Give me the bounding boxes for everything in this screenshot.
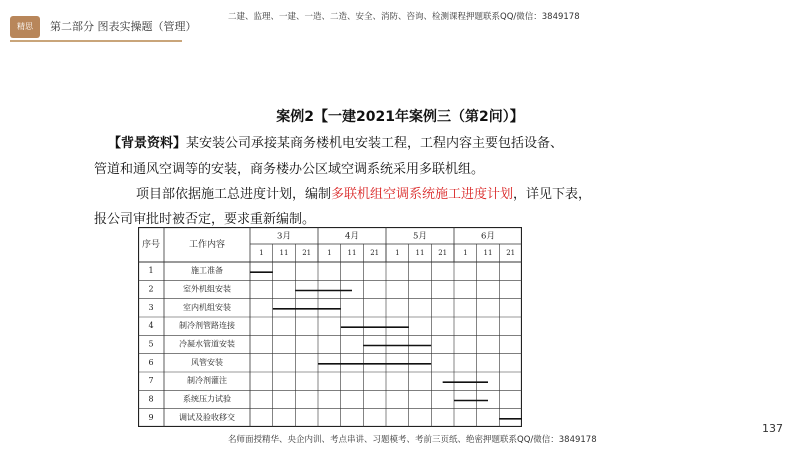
background-line-2: 管道和通风空调等的安装，商务楼办公区域空调系统采用多联机组。 — [94, 162, 485, 177]
day-label: 1 — [327, 249, 332, 257]
background-text-3a: 项目部依据施工总进度计划，编制 — [136, 187, 332, 202]
row-seq: 7 — [148, 376, 154, 386]
month-label: 3月 — [277, 231, 291, 242]
row-seq: 4 — [148, 321, 154, 331]
page-number: 137 — [762, 422, 783, 435]
row-work-name: 系统压力试验 — [183, 394, 231, 404]
day-label: 1 — [463, 249, 468, 257]
background-line-4: 报公司审批时被否定，要求重新编制。 — [94, 212, 316, 227]
day-label: 11 — [279, 249, 289, 257]
row-seq: 9 — [148, 412, 154, 422]
case-title: 案例2【一建2021年案例三（第2问）】 — [276, 109, 524, 125]
background-line-3 — [136, 183, 591, 202]
day-label: 21 — [302, 249, 312, 257]
header-work-content: 工作内容 — [188, 240, 226, 250]
row-seq: 5 — [148, 339, 154, 349]
row-work-name: 调试及验收移交 — [179, 412, 235, 422]
row-seq: 8 — [148, 394, 154, 404]
row-seq: 3 — [148, 302, 154, 312]
row-work-name: 制冷剂灌注 — [187, 376, 227, 386]
day-label: 21 — [438, 249, 448, 257]
row-seq: 1 — [148, 266, 154, 276]
row-work-name: 施工准备 — [191, 266, 223, 276]
row-work-name: 室外机组安装 — [183, 284, 231, 294]
schedule-table — [138, 227, 522, 431]
day-label: 21 — [506, 249, 516, 257]
highlighted-plan-name: 多联机组空调系统施工进度计划 — [331, 187, 514, 202]
row-work-name: 冷凝水管道安装 — [179, 339, 235, 349]
row-work-name: 制冷剂管路连接 — [179, 321, 235, 331]
brand-logo: 精思 — [10, 16, 40, 38]
header-seq: 序号 — [141, 240, 161, 250]
day-label: 11 — [483, 249, 493, 257]
bottom-contact-banner: 名师面授精华、央企内训、考点串讲、习题模考、考前三页纸、绝密押题联系QQ/微信：3849178 — [228, 435, 597, 445]
section-label: 第二部分 图表实操题（管理） — [50, 20, 197, 33]
row-seq: 2 — [148, 284, 154, 294]
background-label: 【背景资料】 — [108, 136, 187, 151]
row-work-name: 室内机组安装 — [183, 302, 231, 312]
header-divider — [10, 40, 182, 42]
month-label: 5月 — [413, 231, 427, 242]
day-label: 11 — [347, 249, 357, 257]
row-seq: 6 — [148, 357, 154, 367]
day-label: 1 — [259, 249, 264, 257]
schedule-gantt-svg — [138, 227, 522, 427]
background-text-1: 某安装公司承接某商务楼机电安装工程，工程内容主要包括设备、 — [186, 136, 564, 151]
background-line-1 — [108, 132, 563, 151]
top-contact-banner: 二建、监理、一建、一造、二造、安全、消防、咨询、检测课程押题联系QQ/微信：3849178 — [228, 12, 580, 22]
day-label: 11 — [415, 249, 425, 257]
row-work-name: 风管安装 — [191, 357, 223, 367]
month-label: 6月 — [481, 231, 495, 242]
background-text-3b: ，详见下表， — [513, 187, 592, 202]
day-label: 21 — [370, 249, 380, 257]
day-label: 1 — [395, 249, 400, 257]
month-label: 4月 — [345, 231, 359, 242]
